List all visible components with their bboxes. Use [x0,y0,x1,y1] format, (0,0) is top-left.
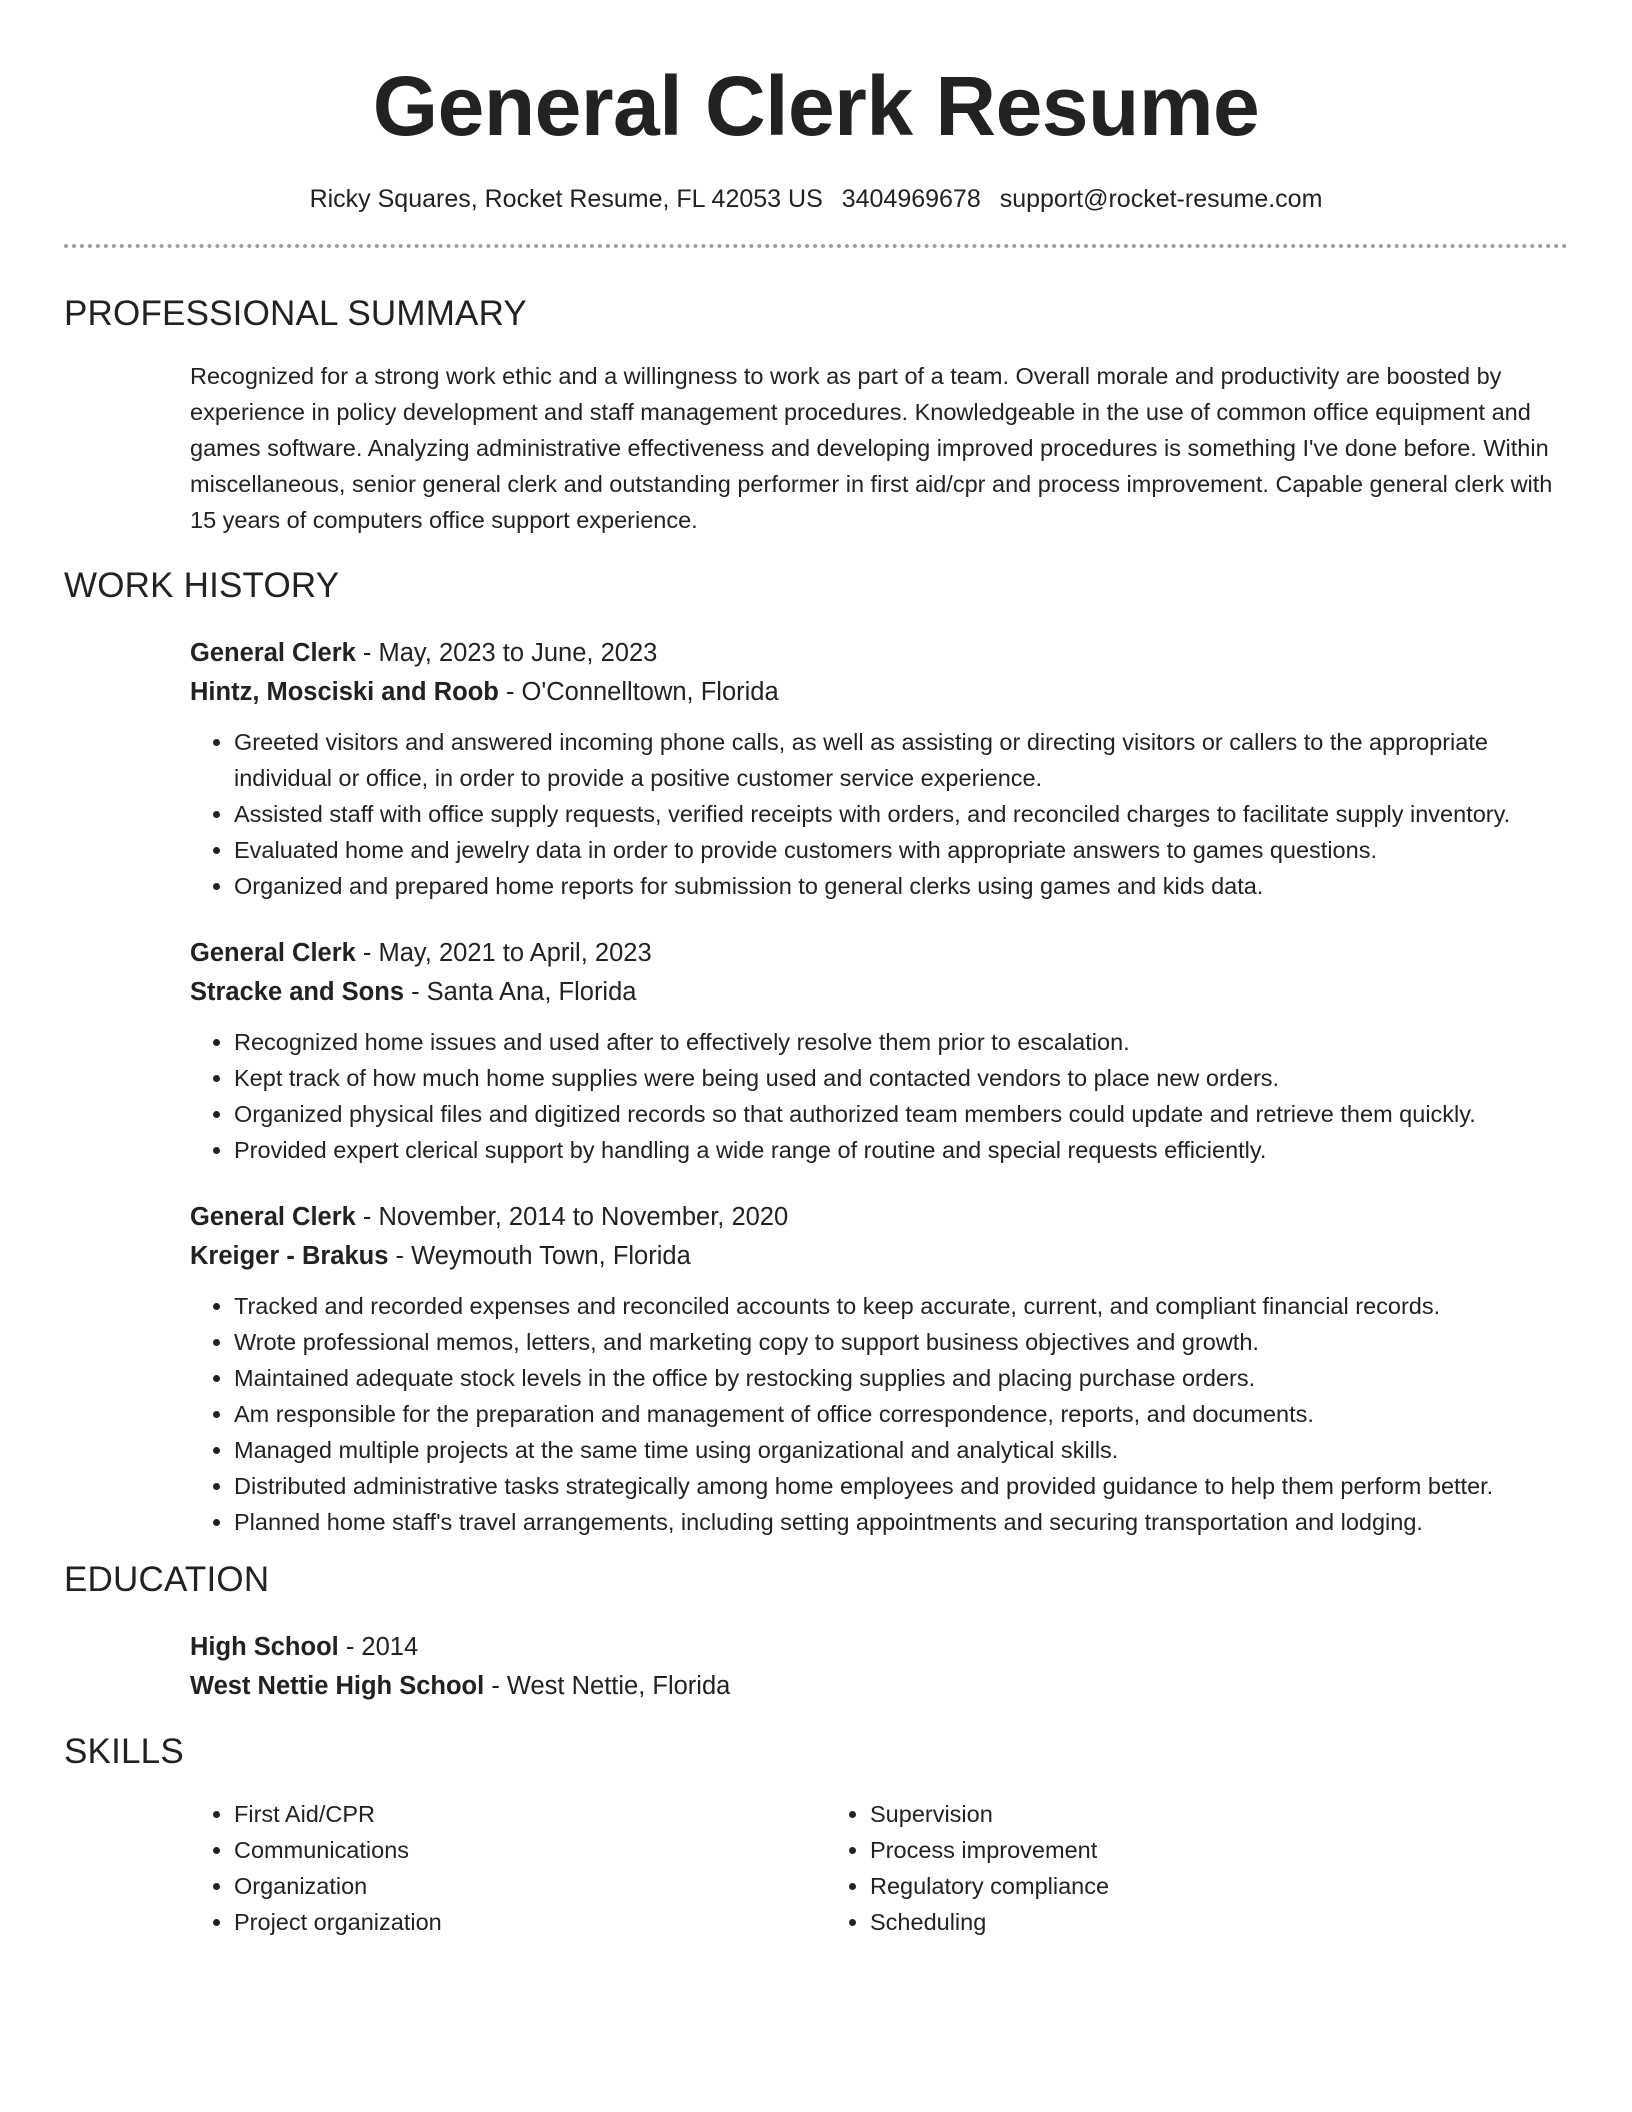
job-dates: - May, 2023 to June, 2023 [355,639,658,667]
education-section [64,1558,1568,1706]
skills-column-left [190,1796,826,1940]
job-company: Stracke and Sons [190,978,404,1006]
degree-line [190,1628,1568,1667]
skills-section [64,1730,1568,1940]
job-bullets [190,1288,1568,1540]
job-bullet: • Evaluated home and jewelry data in order to provide customers with appropriate answers to games questions. [234,832,1568,868]
job-company: Kreiger - Brakus [190,1242,389,1270]
skills-heading: SKILLS [64,1732,184,1771]
summary-heading: PROFESSIONAL SUMMARY [64,294,527,333]
job-company-line [190,973,1568,1012]
job-company-line [190,673,1568,712]
job-entry [190,634,1568,904]
skill-item: • Organization [234,1868,826,1904]
job-dates: - November, 2014 to November, 2020 [355,1203,789,1231]
header-divider [64,244,1568,248]
school-name: West Nettie High School [190,1672,485,1700]
education-heading: EDUCATION [64,1560,270,1599]
skill-item: • Regulatory compliance [870,1868,1462,1904]
job-title-line [190,1198,1568,1237]
job-title-line [190,934,1568,973]
school-line [190,1667,1568,1706]
work-history-section [64,564,1568,1540]
job-bullet: • Organized physical files and digitized records so that authorized team members could update and retrieve them quickly. [234,1096,1568,1132]
graduation-year: - 2014 [338,1633,419,1661]
degree: High School [190,1633,339,1661]
resume-title: General Clerk Resume [372,59,1260,153]
job-bullet: • Am responsible for the preparation and management of office correspondence, reports, and documents. [234,1396,1568,1432]
job-bullet: • Provided expert clerical support by handling a wide range of routine and special requests efficiently. [234,1132,1568,1168]
skill-item: • Scheduling [870,1904,1462,1940]
contact-email: support@rocket-resume.com [999,185,1323,213]
job-entry [190,934,1568,1168]
job-company: Hintz, Mosciski and Roob [190,678,499,706]
job-dates: - May, 2021 to April, 2023 [355,939,652,967]
contact-line [64,182,1568,216]
skill-item: • Process improvement [870,1832,1462,1868]
skill-item: • First Aid/CPR [234,1796,826,1832]
job-bullet: • Planned home staff's travel arrangements, including setting appointments and securing transportation and lodging. [234,1504,1568,1540]
job-bullet: • Recognized home issues and used after to effectively resolve them prior to escalation. [234,1024,1568,1060]
job-title: General Clerk [190,639,356,667]
job-bullet: • Managed multiple projects at the same time using organizational and analytical skills. [234,1432,1568,1468]
education-entry [190,1628,1568,1706]
job-entry [190,1198,1568,1540]
contact-address: Ricky Squares, Rocket Resume, FL 42053 US [309,185,823,213]
job-bullet: • Assisted staff with office supply requests, verified receipts with orders, and reconciled charges to facilitate supply inventory. [234,796,1568,832]
skill-item: • Project organization [234,1904,826,1940]
skill-item: • Communications [234,1832,826,1868]
skills-grid [190,1796,1568,1940]
job-bullet: • Tracked and recorded expenses and reconciled accounts to keep accurate, current, and compliant financial records. [234,1288,1568,1324]
job-title: General Clerk [190,939,356,967]
job-company-line [190,1237,1568,1276]
job-bullets [190,1024,1568,1168]
school-location: - West Nettie, Florida [484,1672,731,1700]
contact-phone: 3404969678 [841,185,981,213]
skill-item: • Supervision [870,1796,1462,1832]
job-bullet: • Organized and prepared home reports for submission to general clerks using games and kids data. [234,868,1568,904]
job-bullet: • Maintained adequate stock levels in the office by restocking supplies and placing purchase orders. [234,1360,1568,1396]
job-location: - O'Connelltown, Florida [498,678,779,706]
job-bullet: • Distributed administrative tasks strategically among home employees and provided guidance to help them perform better. [234,1468,1568,1504]
summary-text: Recognized for a strong work ethic and a willingness to work as part of a team. Overall morale and productivity are boosted by experience in policy development and staff management procedures. Knowledgeable in the use of common office equipment and games software. Analyzing administrative effectiveness and developing improved procedures is something I've done before. Within miscellaneous, senior general clerk and outstanding performer in first aid/cpr and process improvement. Capable general clerk with 15 years of computers office support experience. [190,363,1553,533]
skills-column-right [826,1796,1462,1940]
job-bullet: • Wrote professional memos, letters, and marketing copy to support business objectives and growth. [234,1324,1568,1360]
job-bullet: • Greeted visitors and answered incoming phone calls, as well as assisting or directing visitors or callers to the appropriate individual or office, in order to provide a positive customer service experience. [234,724,1568,796]
work-history-heading: WORK HISTORY [64,566,340,605]
summary-section [64,292,1568,538]
job-bullet: • Kept track of how much home supplies were being used and contacted vendors to place new orders. [234,1060,1568,1096]
job-location: - Weymouth Town, Florida [388,1242,691,1270]
job-location: - Santa Ana, Florida [404,978,637,1006]
job-bullets [190,724,1568,904]
job-title: General Clerk [190,1203,356,1231]
job-title-line [190,634,1568,673]
